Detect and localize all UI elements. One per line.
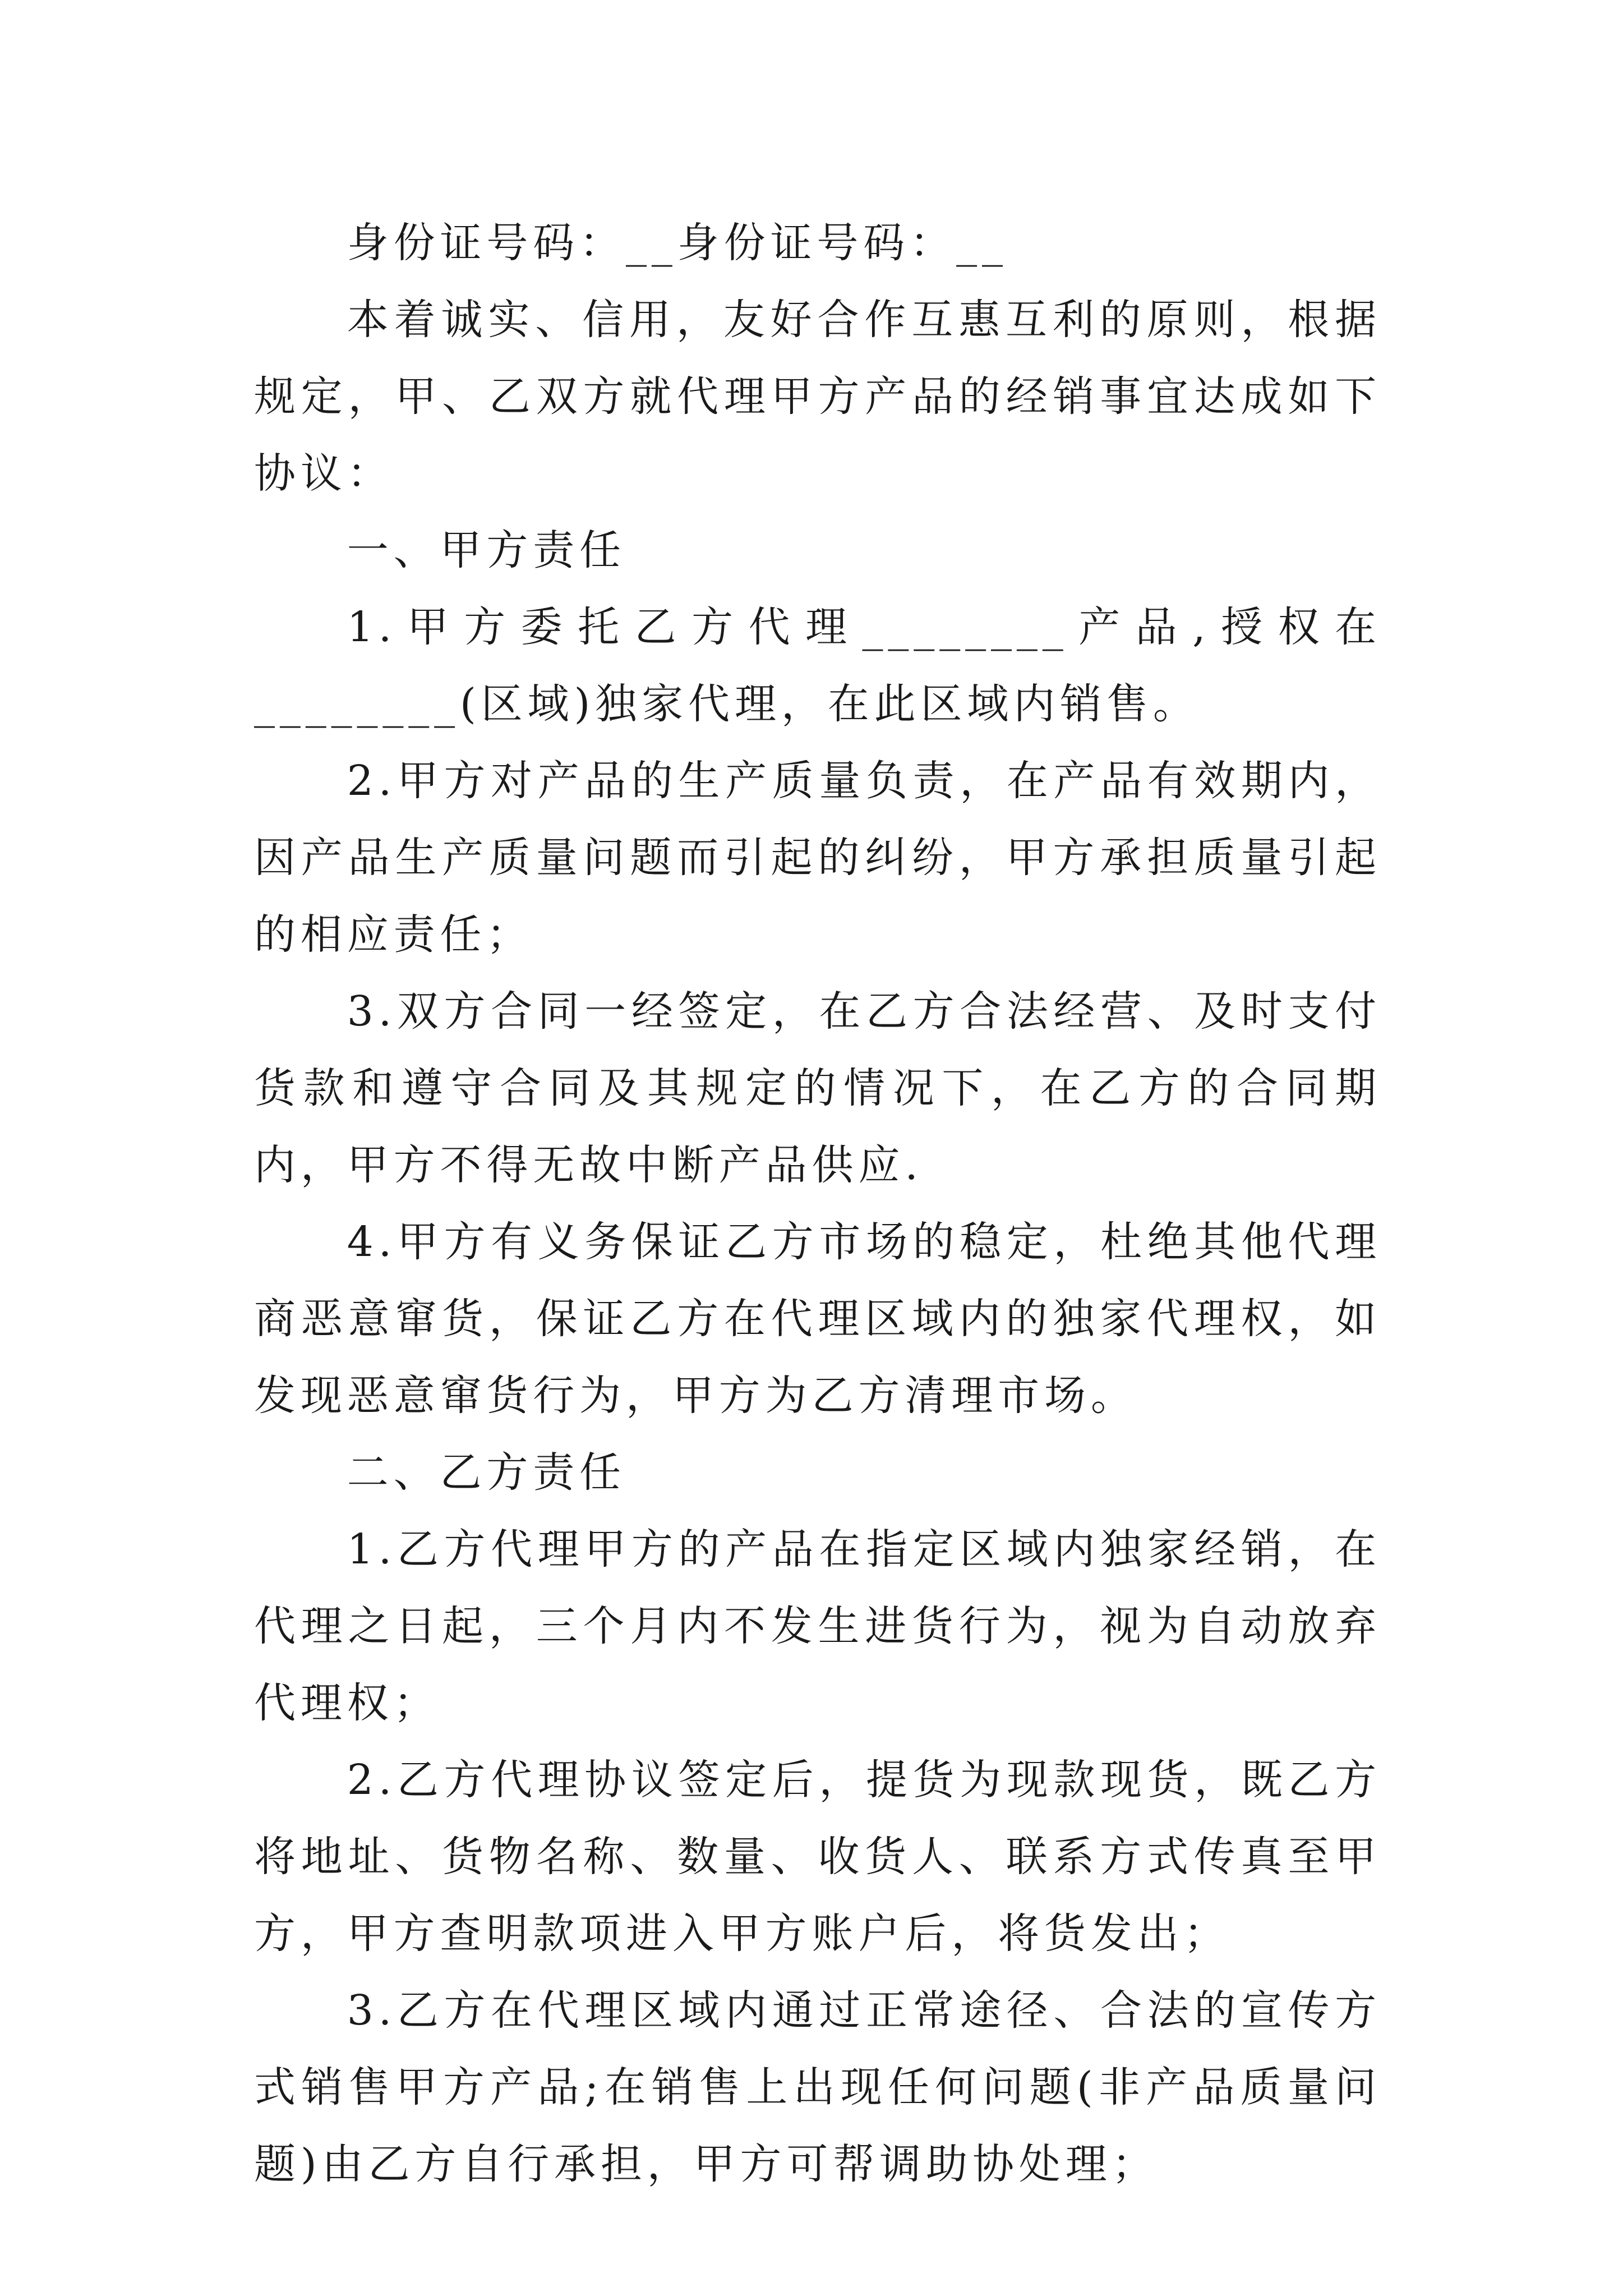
party-a-clause-2: 2.甲方对产品的生产质量负责，在产品有效期内，因产品生产质量问题而引起的纠纷，甲方承担质量引起的相应责任； xyxy=(254,757,1381,959)
party-a-clause-1: 1.甲方委托乙方代理________产品,授权在________(区域)独家代理，在此区域内销售。 xyxy=(254,603,1381,728)
section-heading-party-a: 一、甲方责任 xyxy=(347,526,626,574)
section-heading-party-b: 二、乙方责任 xyxy=(347,1448,626,1497)
party-a-clause-3: 3.双方合同一经签定，在乙方合法经营、及时支付货款和遵守合同及其规定的情况下，在乙方的合同期内，甲方不得无故中断产品供应. xyxy=(254,987,1381,1189)
preamble-paragraph: 本着诚实、信用，友好合作互惠互利的原则，根据规定，甲、乙双方就代理甲方产品的经销事宜达成如下协议： xyxy=(254,296,1381,498)
id-number-line: 身份证号码：__身份证号码：__ xyxy=(347,219,1008,267)
party-a-clause-4: 4.甲方有义务保证乙方市场的稳定，杜绝其他代理商恶意窜货，保证乙方在代理区域内的独家代理权，如发现恶意窜货行为，甲方为乙方清理市场。 xyxy=(254,1218,1381,1420)
document-body xyxy=(254,205,1381,2203)
party-b-clause-3: 3.乙方在代理区域内通过正常途径、合法的宣传方式销售甲方产品;在销售上出现任何问题(非产品质量问题)由乙方自行承担，甲方可帮调助协处理； xyxy=(254,1986,1381,2188)
party-b-clause-1: 1.乙方代理甲方的产品在指定区域内独家经销，在代理之日起，三个月内不发生进货行为，视为自动放弃代理权； xyxy=(254,1525,1381,1727)
party-b-clause-2: 2.乙方代理协议签定后，提货为现款现货，既乙方将地址、货物名称、数量、收货人、联系方式传真至甲方，甲方查明款项进入甲方账户后，将货发出； xyxy=(254,1756,1381,1958)
